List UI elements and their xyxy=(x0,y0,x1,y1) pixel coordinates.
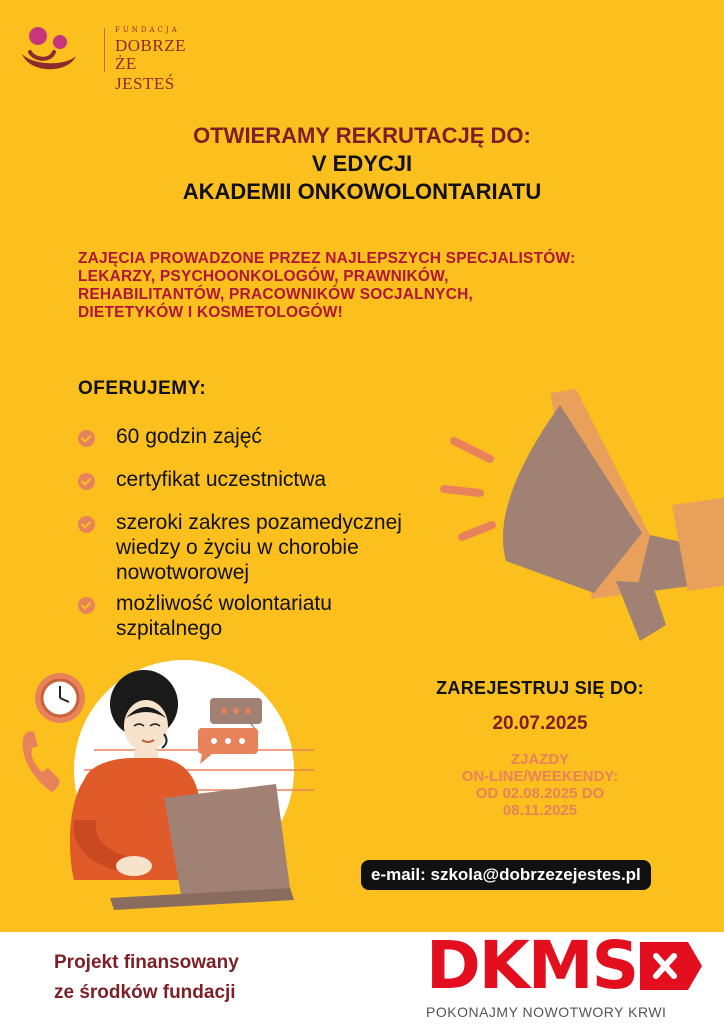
operator-illustration xyxy=(14,660,334,922)
dkms-wordmark: DKMS xyxy=(426,927,638,1004)
offer-item-text: szeroki zakres pozamedycznej wiedzy o życiu w chorobie nowotworowej xyxy=(116,511,402,584)
specialists-line: REHABILITANTÓW, PRACOWNIKÓW SOCJALNYCH, xyxy=(78,286,473,303)
headline-line-1: OTWIERAMY REKRUTACJĘ DO: xyxy=(193,123,531,148)
foundation-logo-icon xyxy=(20,22,78,76)
offer-item xyxy=(78,467,478,492)
offer-item-text: 60 godzin zajęć xyxy=(116,425,262,448)
clock-icon xyxy=(35,673,85,723)
check-circle-icon xyxy=(78,473,95,490)
check-circle-icon xyxy=(78,430,95,447)
registration-info xyxy=(380,678,700,819)
offer-title: OFERUJEMY: xyxy=(78,378,207,399)
offer-item xyxy=(78,424,478,449)
registration-title: ZAREJESTRUJ SIĘ DO: xyxy=(436,678,644,698)
headline xyxy=(0,122,724,206)
dkms-x-icon xyxy=(640,942,702,990)
offer-item-text: certyfikat uczestnictwa xyxy=(116,468,327,491)
session-dates: ZJAZDY ON-LINE/WEEKENDY: OD 02.08.2025 DO 08.11.2025 xyxy=(461,751,619,819)
logo-line-1: DOBRZE xyxy=(115,36,186,55)
offer-item-text: możliwość wolontariatu szpitalnego xyxy=(116,592,332,640)
dkms-logo xyxy=(426,927,702,1004)
email-badge[interactable]: e-mail: szkola@dobrzezejestes.pl xyxy=(361,860,651,890)
phone-icon xyxy=(22,731,59,792)
offer-list xyxy=(78,424,478,641)
check-circle-icon xyxy=(78,597,95,614)
megaphone-icon xyxy=(440,385,724,675)
logo-divider xyxy=(104,28,105,72)
specialists-line: LEKARZY, PSYCHOONKOLOGÓW, PRAWNIKÓW, xyxy=(78,268,449,285)
specialists-text xyxy=(78,250,658,322)
registration-deadline: 20.07.2025 xyxy=(492,713,588,734)
fundacja-logo xyxy=(20,22,200,93)
logo-line-2: ŻE JESTEŚ xyxy=(115,54,175,93)
check-circle-icon xyxy=(78,516,95,533)
logo-small-text: FUNDACJA xyxy=(115,26,180,34)
funding-note: Projekt finansowany ze środków fundacji xyxy=(54,952,239,1003)
specialists-line: ZAJĘCIA PROWADZONE PRZEZ NAJLEPSZYCH SPECJALISTÓW: xyxy=(78,250,576,267)
dkms-tagline: POKONAJMY NOWOTWORY KRWI xyxy=(426,1004,667,1020)
offer-item xyxy=(78,591,478,641)
headline-line-3: AKADEMII ONKOWOLONTARIATU xyxy=(182,179,542,204)
specialists-line: DIETETYKÓW I KOSMETOLOGÓW! xyxy=(78,304,343,321)
offer-item xyxy=(78,510,478,585)
headline-line-2: V EDYCJI xyxy=(311,151,413,176)
